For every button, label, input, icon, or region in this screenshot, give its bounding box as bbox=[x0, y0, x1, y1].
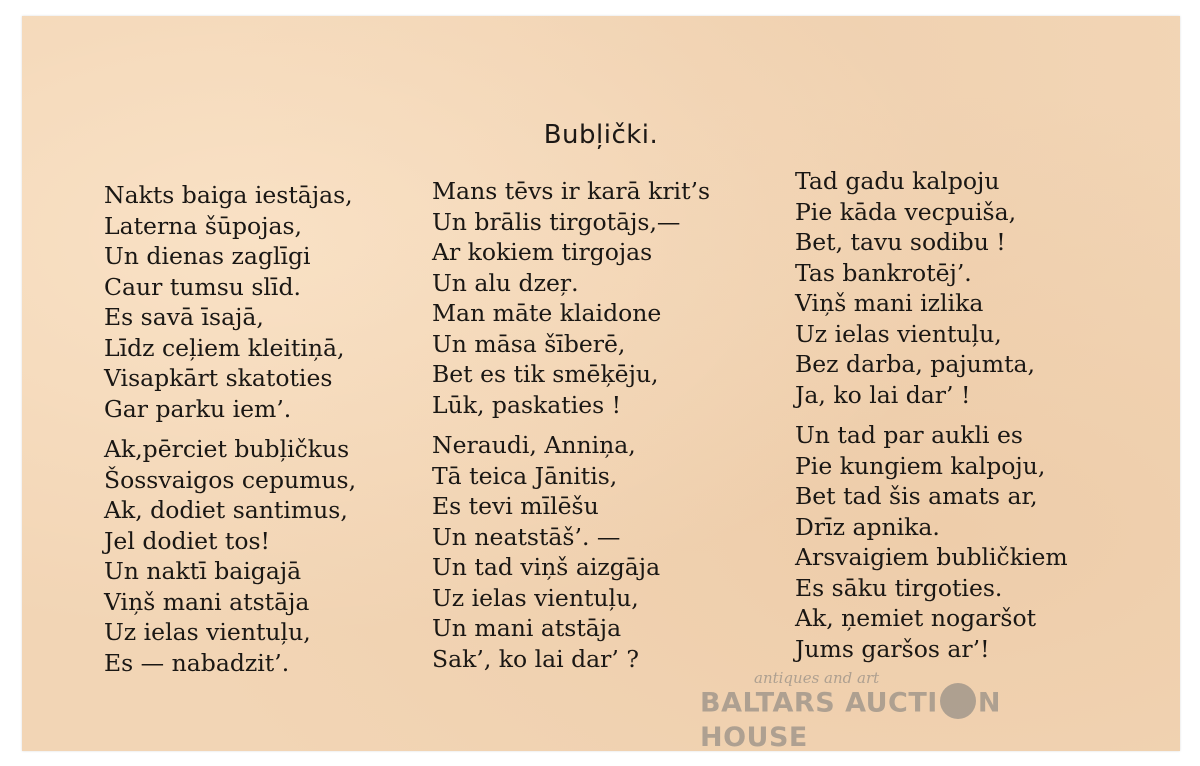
poem-line: Es tevi mīlēšu bbox=[432, 492, 599, 520]
poem-line: Pie kungiem kalpoju, bbox=[795, 451, 1046, 480]
poem-line: Bet tad šis amats ar, bbox=[795, 482, 1038, 510]
poem-line: Tad gadu kalpoju bbox=[795, 167, 1000, 195]
poem-line: Ak,pērciet bubļičkus bbox=[104, 435, 350, 463]
poem-line: Un māsa šīberē, bbox=[432, 329, 626, 358]
poem-line: Laterna šūpojas, bbox=[104, 211, 303, 240]
poem-line: Uz ielas vientuļu, bbox=[795, 319, 1002, 348]
poem-line: Visapkārt skatoties bbox=[104, 364, 333, 392]
poem-line: Ak, ņemiet nogaršot bbox=[795, 604, 1037, 632]
poem-line: Un neatstāš’. — bbox=[432, 522, 621, 551]
stanza bbox=[795, 420, 1068, 664]
poem-line: Ja, ko lai dar’ ! bbox=[795, 380, 971, 409]
watermark-name-right: N HOUSE bbox=[700, 687, 1001, 753]
poem-line: Un naktī baigajā bbox=[104, 557, 302, 585]
poem-line: Uz ielas vientuļu, bbox=[432, 583, 639, 612]
poem-line: Neraudi, Anniņa, bbox=[432, 431, 636, 459]
stanza bbox=[104, 180, 356, 424]
poem-line: Viņš mani izlika bbox=[795, 289, 984, 317]
poem-line: Arsvaigiem bubličkiem bbox=[795, 543, 1068, 571]
poem-line: Šossvaigos cepumus, bbox=[104, 465, 357, 494]
poem-line: Tā teica Jānitis, bbox=[432, 461, 618, 490]
stanza bbox=[432, 176, 710, 420]
poem-line: Nakts baiga iestājas, bbox=[104, 181, 353, 209]
poem-column-1 bbox=[104, 180, 356, 678]
poem-line: Un alu dzeŗ. bbox=[432, 268, 579, 297]
poem-column-2 bbox=[432, 176, 710, 674]
postcard bbox=[22, 16, 1180, 751]
poem-line: Mans tēvs ir karā krit’s bbox=[432, 177, 711, 205]
poem-line: Es sāku tirgoties. bbox=[795, 573, 1003, 602]
poem-line: Jel dodiet tos! bbox=[104, 526, 270, 555]
stanza bbox=[432, 430, 710, 674]
poem-line: Uz ielas vientuļu, bbox=[104, 618, 311, 646]
poem-line: Pie kāda vecpuiša, bbox=[795, 197, 1017, 226]
poem-line: Un mani atstāja bbox=[432, 614, 622, 642]
poem-line: Drīz apnika. bbox=[795, 512, 940, 541]
poem-line: Ar kokiem tirgojas bbox=[432, 238, 653, 266]
poem-line: Bet, tavu sodibu ! bbox=[795, 228, 1006, 256]
poem-line: Bet es tik smēķēju, bbox=[432, 360, 659, 388]
poem-line: Un dienas zaglīgi bbox=[104, 242, 311, 270]
poem-line: Un tad viņš aizgāja bbox=[432, 553, 661, 581]
poem-title: Bubļički. bbox=[543, 120, 659, 150]
poem-line: Ak, dodiet santimus, bbox=[104, 496, 348, 524]
poem-line: Gar parku iem’. bbox=[104, 394, 292, 423]
stanza bbox=[795, 166, 1068, 410]
stanza bbox=[104, 434, 356, 678]
watermark-name-left: BALTARS AUCTI bbox=[700, 687, 938, 719]
poem-line: Lūk, paskaties ! bbox=[432, 390, 622, 419]
poem-column-3 bbox=[795, 166, 1068, 664]
poem-line: Es — nabadzit’. bbox=[104, 648, 290, 677]
watermark-tagline: antiques and art bbox=[754, 669, 880, 687]
poem-line: Man māte klaidone bbox=[432, 299, 662, 327]
poem-line: Un tad par aukli es bbox=[795, 421, 1023, 449]
poem-line: Es savā īsajā, bbox=[104, 303, 264, 331]
poem-line: Bez darba, pajumta, bbox=[795, 350, 1035, 378]
poem-line: Līdz ceļiem kleitiņā, bbox=[104, 333, 345, 362]
poem-line: Viņš mani atstāja bbox=[104, 587, 310, 616]
poem-line: Sak’, ko lai dar’ ? bbox=[432, 644, 639, 673]
poem-line: Un brālis tirgotājs,— bbox=[432, 207, 681, 236]
poem-line: Jums garšos ar’! bbox=[795, 634, 990, 663]
poem-line: Caur tumsu slīd. bbox=[104, 272, 301, 301]
poem-line: Tas bankrotēj’. bbox=[795, 258, 972, 287]
